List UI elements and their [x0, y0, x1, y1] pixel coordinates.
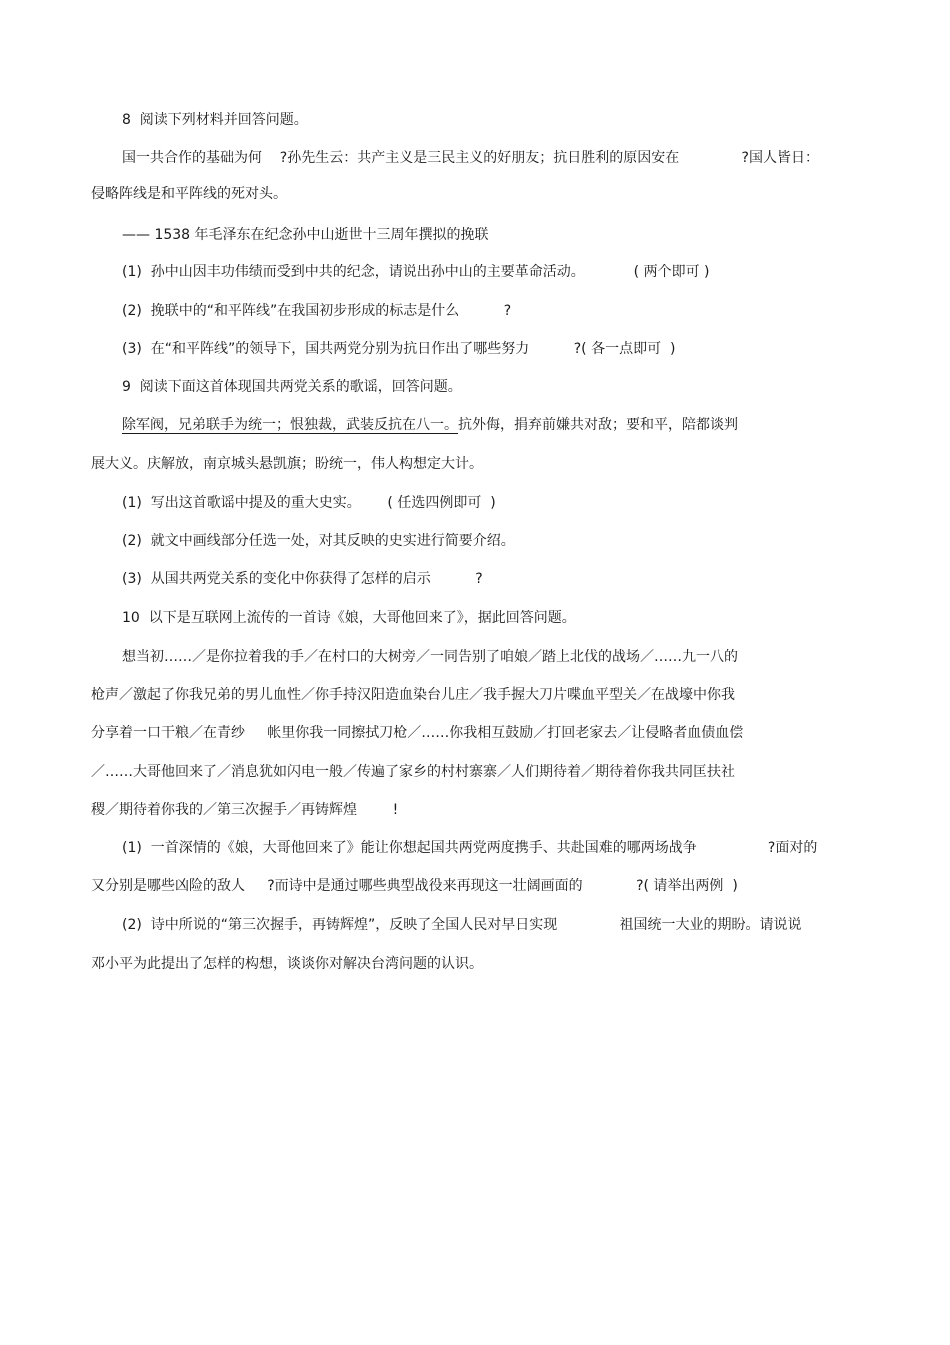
- q10-poem-line3: 分享着一口干粮／在青纱 帐里你我一同擦拭刀枪／……你我相互鼓励／打回老家去／让侵略者血债血偿: [91, 725, 744, 741]
- q8-sub3: (3) 在“和平阵线”的领导下，国共两党分别为抗日作出了哪些努力 ?( 各一点即可 ): [122, 341, 676, 357]
- q10-sub2-line2: 邓小平为此提出了怎样的构想，谈谈你对解决台湾问题的认识。: [91, 956, 483, 972]
- q8-source: —— 1538 年毛泽东在纪念孙中山逝世十三周年撰拟的挽联: [122, 227, 489, 243]
- q10-sub2-line1: (2) 诗中所说的“第三次握手，再铸辉煌”，反映了全国人民对早日实现 祖国统一大业的期盼。请说说: [122, 917, 802, 933]
- q8-sub1: (1) 孙中山因丰功伟绩而受到中共的纪念，请说出孙中山的主要革命活动。 ( 两个即可 ): [122, 264, 710, 280]
- q8-sub2: (2) 挽联中的“和平阵线”在我国初步形成的标志是什么 ?: [122, 303, 512, 319]
- q10-heading: 10 以下是互联网上流传的一首诗《娘，大哥他回来了》，据此回答问题。: [122, 610, 576, 626]
- q9-song-underlined: 除军阀，兄弟联手为统一；恨独裁，武装反抗在八一。: [122, 417, 458, 433]
- q10-sub1-line1: (1) 一首深情的《娘，大哥他回来了》能让你想起国共两党两度携手、共赴国难的哪两场战争 ?面对的: [122, 840, 818, 856]
- q9-sub2: (2) 就文中画线部分任选一处，对其反映的史实进行简要介绍。: [122, 533, 515, 549]
- q9-sub3: (3) 从国共两党关系的变化中你获得了怎样的启示 ?: [122, 571, 483, 587]
- q9-sub1: (1) 写出这首歌谣中提及的重大史实。 ( 任选四例即可 ): [122, 495, 496, 511]
- q9-song-rest: 抗外侮，捐弃前嫌共对敌；要和平，陪都谈判: [458, 417, 738, 433]
- q10-poem-line4: ／……大哥他回来了／消息犹如闪电一般／传遍了家乡的村村寨寨／人们期待着／期待着你我共同匡扶社: [91, 764, 735, 780]
- q8-material-line2: 侵略阵线是和平阵线的死对头。: [91, 186, 287, 202]
- q8-heading: 8 阅读下列材料并回答问题。: [122, 112, 308, 128]
- q9-song-line1: [122, 416, 738, 434]
- q8-material-line1: 国一共合作的基础为何 ?孙先生云：共产主义是三民主义的好朋友；抗日胜利的原因安在 ?国人皆日：: [122, 150, 819, 166]
- q10-sub1-line2: 又分别是哪些凶险的敌人 ?而诗中是通过哪些典型战役来再现这一壮阔画面的 ?( 请举出两例 ): [91, 878, 738, 894]
- q10-poem-line5: 稷／期待着你我的／第三次握手／再铸辉煌 !: [91, 802, 399, 818]
- q9-song-line2: 展大义。庆解放，南京城头悬凯旗；盼统一，伟人构想定大计。: [91, 456, 483, 472]
- q10-poem-line1: 想当初……／是你拉着我的手／在村口的大树旁／一同告别了咱娘／踏上北伐的战场／……九一八的: [122, 649, 738, 665]
- q10-poem-line2: 枪声／激起了你我兄弟的男儿血性／你手持汉阳造血染台儿庄／我手握大刀片喋血平型关／在战壕中你我: [91, 687, 735, 703]
- q9-heading: 9 阅读下面这首体现国共两党关系的歌谣，回答问题。: [122, 379, 462, 395]
